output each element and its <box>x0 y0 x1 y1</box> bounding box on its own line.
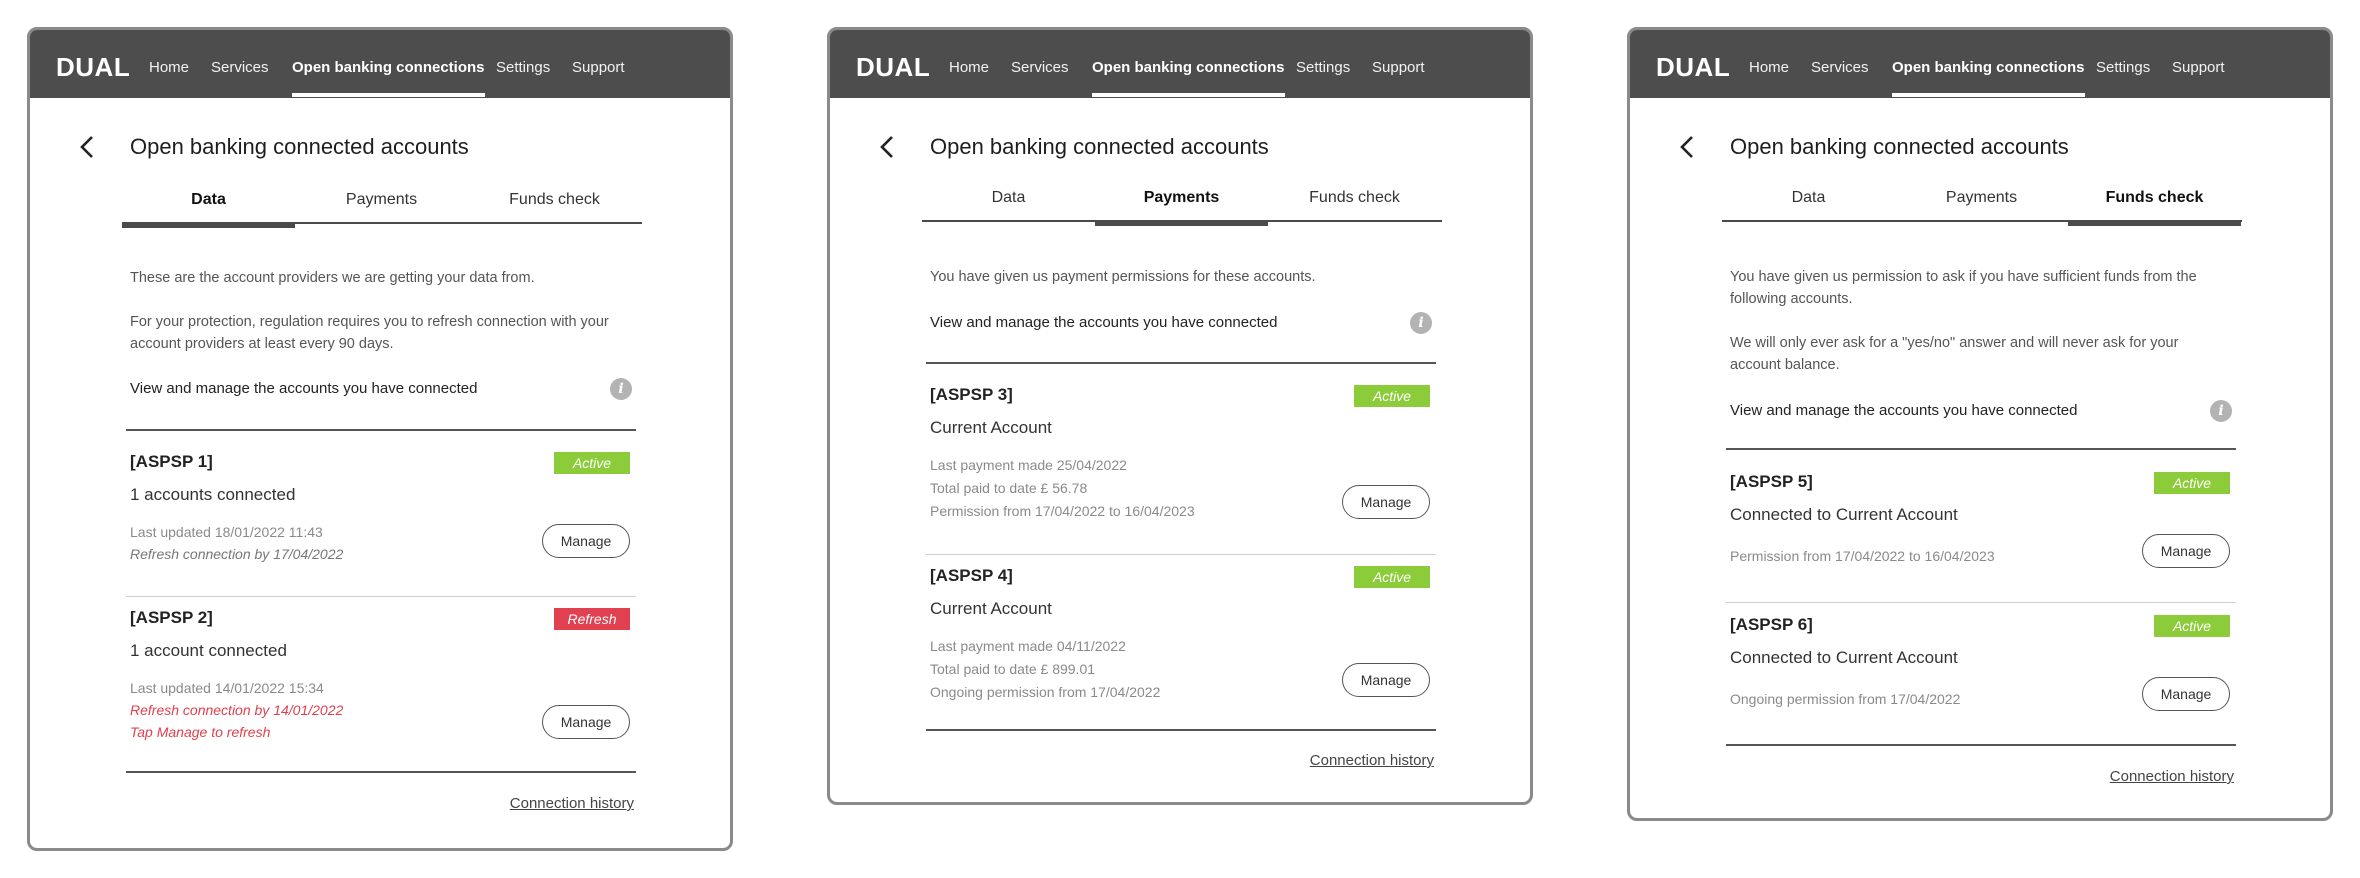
page-title: Open banking connected accounts <box>930 134 1269 159</box>
back-chevron-icon[interactable] <box>878 134 896 160</box>
nav-support[interactable]: Support <box>2172 59 2225 76</box>
account-name: [ASPSP 4] <box>930 566 1013 585</box>
divider <box>926 729 1436 731</box>
manage-heading: View and manage the accounts you have connected <box>1730 402 2078 419</box>
account-card <box>1730 615 2230 715</box>
tab-data[interactable]: Data <box>991 189 1026 206</box>
info-icon[interactable]: i <box>1410 312 1432 334</box>
refresh-by-warning: Refresh connection by 14/01/2022 <box>130 702 344 718</box>
nav-home[interactable]: Home <box>149 59 190 76</box>
panel-data <box>27 27 733 851</box>
status-badge: Active <box>2154 472 2230 494</box>
total-paid: Total paid to date £ 899.01 <box>930 661 1096 677</box>
nav-home[interactable]: Home <box>1749 59 1790 76</box>
manage-heading-row <box>930 310 1436 340</box>
accounts-connected: 1 account connected <box>130 641 287 660</box>
account-card <box>930 566 1430 706</box>
connection-history-link[interactable]: Connection history <box>509 795 634 812</box>
panel-payments <box>827 27 1533 805</box>
permission-period: Permission from 17/04/2022 to 16/04/2023 <box>1730 548 1995 564</box>
last-updated: Last updated 14/01/2022 15:34 <box>130 680 324 696</box>
permission-period: Ongoing permission from 17/04/2022 <box>1730 691 1961 707</box>
manage-button[interactable]: Manage <box>2142 677 2230 711</box>
intro-text: You have given us permission to ask if you have sufficient funds from the following accounts. <box>1730 269 2197 307</box>
account-card <box>1730 472 2230 572</box>
page-title: Open banking connected accounts <box>1730 134 2069 159</box>
status-badge: Refresh <box>554 608 630 630</box>
nav-open-banking[interactable]: Open banking connections <box>1892 59 2085 76</box>
nav-services[interactable]: Services <box>1011 59 1069 76</box>
account-name: [ASPSP 3] <box>930 385 1013 404</box>
info-icon[interactable]: i <box>2210 400 2232 422</box>
tab-data[interactable]: Data <box>122 180 295 224</box>
account-type: Current Account <box>930 418 1052 437</box>
nav-open-banking[interactable]: Open banking connections <box>292 59 485 76</box>
tab-data[interactable]: Data <box>1791 189 1826 206</box>
manage-button[interactable]: Manage <box>2142 534 2230 568</box>
manage-heading: View and manage the accounts you have connected <box>930 314 1278 331</box>
logo[interactable]: DUAL <box>56 52 131 82</box>
tab-payments[interactable]: Payments <box>1095 178 1268 222</box>
manage-button[interactable]: Manage <box>1342 485 1430 519</box>
manage-button[interactable]: Manage <box>542 524 630 558</box>
manage-heading-row <box>130 376 636 406</box>
account-card <box>130 452 630 562</box>
divider <box>1726 448 2236 450</box>
top-nav <box>1630 30 2330 98</box>
manage-button[interactable]: Manage <box>1342 663 1430 697</box>
back-chevron-icon[interactable] <box>1678 134 1696 160</box>
nav-support[interactable]: Support <box>572 59 625 76</box>
connected-account: Connected to Current Account <box>1730 505 1958 524</box>
page-title: Open banking connected accounts <box>130 134 469 159</box>
tab-funds-check[interactable]: Funds check <box>1309 189 1400 206</box>
nav-settings[interactable]: Settings <box>496 59 551 76</box>
logo[interactable]: DUAL <box>856 52 931 82</box>
tab-payments[interactable]: Payments <box>345 191 418 208</box>
accounts-connected: 1 accounts connected <box>130 485 296 504</box>
nav-settings[interactable]: Settings <box>1296 59 1351 76</box>
permission-period: Permission from 17/04/2022 to 16/04/2023 <box>930 503 1195 519</box>
total-paid: Total paid to date £ 56.78 <box>930 480 1088 496</box>
intro-text: You have given us payment permissions for these accounts. <box>930 269 1316 285</box>
status-badge: Active <box>554 452 630 474</box>
divider <box>1726 744 2236 746</box>
nav-services[interactable]: Services <box>1811 59 1869 76</box>
last-payment: Last payment made 04/11/2022 <box>930 638 1126 654</box>
permission-period: Ongoing permission from 17/04/2022 <box>930 684 1161 700</box>
account-name: [ASPSP 1] <box>130 452 213 471</box>
account-card <box>930 385 1430 525</box>
tab-bar <box>1722 178 2242 222</box>
status-badge: Active <box>1354 385 1430 407</box>
tab-bar <box>922 178 1442 222</box>
top-nav <box>30 30 730 98</box>
tab-payments[interactable]: Payments <box>1945 189 2018 206</box>
status-badge: Active <box>2154 615 2230 637</box>
connected-account: Connected to Current Account <box>1730 648 1958 667</box>
divider <box>126 596 636 597</box>
status-badge: Active <box>1354 566 1430 588</box>
account-name: [ASPSP 5] <box>1730 472 1813 491</box>
nav-open-banking[interactable]: Open banking connections <box>1092 59 1285 76</box>
nav-services[interactable]: Services <box>211 59 269 76</box>
info-icon[interactable]: i <box>610 378 632 400</box>
divider <box>926 362 1436 364</box>
connection-history-link[interactable]: Connection history <box>2109 768 2234 785</box>
notice-text: We will only ever ask for a "yes/no" answer and will never ask for your account balance. <box>1730 335 2179 373</box>
tap-manage-hint: Tap Manage to refresh <box>130 724 271 740</box>
last-updated: Last updated 18/01/2022 11:43 <box>130 524 323 540</box>
nav-home[interactable]: Home <box>949 59 990 76</box>
manage-heading: View and manage the accounts you have connected <box>130 380 478 397</box>
account-type: Current Account <box>930 599 1052 618</box>
notice-text: For your protection, regulation requires you to refresh connection with your account providers at least every 90 days. <box>130 314 609 352</box>
divider <box>126 771 636 773</box>
account-name: [ASPSP 2] <box>130 608 213 627</box>
nav-settings[interactable]: Settings <box>2096 59 2151 76</box>
top-nav <box>830 30 1530 98</box>
nav-support[interactable]: Support <box>1372 59 1425 76</box>
divider <box>126 429 636 431</box>
back-chevron-icon[interactable] <box>78 134 96 160</box>
panel-funds-check <box>1627 27 2333 821</box>
refresh-by: Refresh connection by 17/04/2022 <box>130 546 344 562</box>
account-card <box>130 608 630 738</box>
tab-funds-check[interactable]: Funds check <box>2068 178 2241 222</box>
manage-heading-row <box>1730 398 2236 428</box>
divider <box>1726 602 2236 603</box>
tab-bar <box>122 180 642 224</box>
connection-history-link[interactable]: Connection history <box>1309 752 1434 769</box>
manage-button[interactable]: Manage <box>542 705 630 739</box>
logo[interactable]: DUAL <box>1656 52 1731 82</box>
divider <box>926 554 1436 555</box>
tab-funds-check[interactable]: Funds check <box>509 191 600 208</box>
intro-text: These are the account providers we are getting your data from. <box>130 270 535 286</box>
last-payment: Last payment made 25/04/2022 <box>930 457 1127 473</box>
account-name: [ASPSP 6] <box>1730 615 1813 634</box>
